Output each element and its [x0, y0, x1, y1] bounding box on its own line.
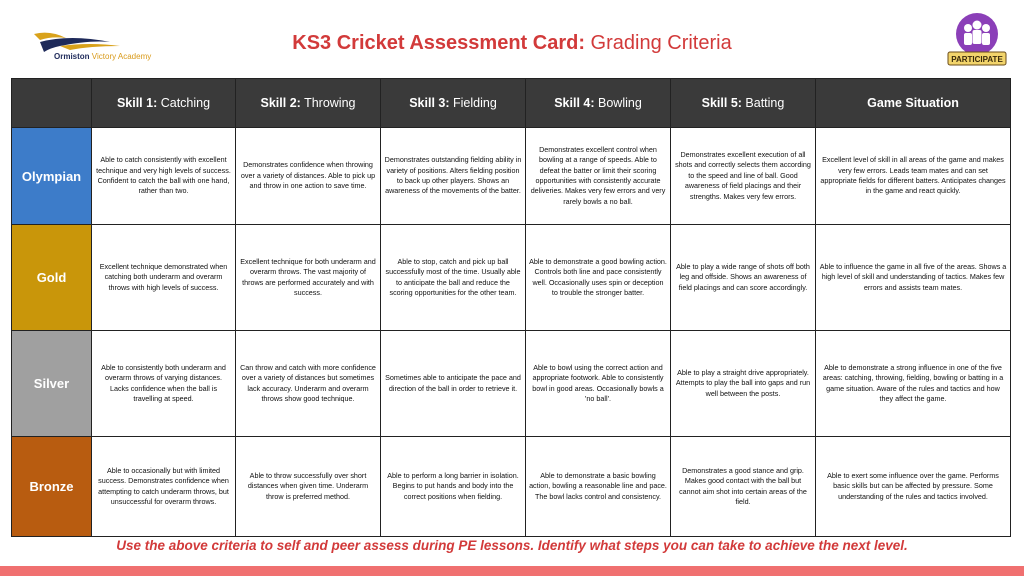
criteria-cell: Demonstrates confidence when throwing over a variety of distances. Able to pick up and throw in one action to save time. — [236, 128, 381, 225]
criteria-cell: Able to exert some influence over the game. Performs basic skills but can be affected by pressure. Some understanding of the rules and tactics involved. — [816, 437, 1011, 537]
column-header: Skill 3: Fielding — [381, 79, 526, 128]
grade-label: Gold — [12, 225, 92, 331]
criteria-cell: Able to throw successfully over short distances when given time. Underarm throw is preferred method. — [236, 437, 381, 537]
criteria-cell: Able to demonstrate a good bowling action. Controls both line and pace consistently well. Occasionally uses spin or deception to trouble the stronger batter. — [526, 225, 671, 331]
criteria-cell: Able to demonstrate a strong influence in one of the five areas: catching, throwing, fielding, bowling or batting in a game situation. Aware of the rules and tactics and how they affect the game. — [816, 331, 1011, 437]
grade-label: Bronze — [12, 437, 92, 537]
footer-instruction: Use the above criteria to self and peer assess during PE lessons. Identify what steps you can take to achieve the next level. — [116, 538, 908, 553]
criteria-cell: Able to perform a long barrier in isolation. Begins to put hands and body into the correct positions when fielding. — [381, 437, 526, 537]
criteria-cell: Able to occasionally but with limited success. Demonstrates confidence when attempting to catch underarm throws, but unsuccessful for overarm throws. — [92, 437, 236, 537]
criteria-cell: Sometimes able to anticipate the pace and direction of the ball in order to retrieve it. — [381, 331, 526, 437]
criteria-cell: Demonstrates a good stance and grip. Makes good contact with the ball but cannot aim shot into certain areas of the field. — [671, 437, 816, 537]
criteria-cell: Able to stop, catch and pick up ball successfully most of the time. Usually able to anticipate the ball and reduce the scoring opportunities for the other team. — [381, 225, 526, 331]
criteria-cell: Able to influence the game in all five of the areas. Shows a high level of skill and understanding of tactics. Makes few errors and assists team mates. — [816, 225, 1011, 331]
criteria-cell: Able to bowl using the correct action and appropriate footwork. Able to consistently bowl in good areas. Occasionally bowls a 'no ball'. — [526, 331, 671, 437]
column-header: Skill 4: Bowling — [526, 79, 671, 128]
criteria-cell: Excellent technique demonstrated when catching both underarm and overarm throws with high levels of success. — [92, 225, 236, 331]
page-title — [0, 32, 1024, 55]
title-bold: KS3 Cricket Assessment Card: — [292, 32, 585, 54]
logo-name: Ormiston — [54, 52, 90, 61]
criteria-cell: Able to consistently both underarm and overarm throws of varying distances. Lacks confidence when the ball is travelling at speed. — [92, 331, 236, 437]
grade-label: Silver — [12, 331, 92, 437]
title-regular: Grading Criteria — [590, 32, 732, 54]
column-header: Game Situation — [816, 79, 1011, 128]
header-row — [12, 79, 1011, 128]
grade-row — [12, 437, 1011, 537]
bottom-accent-bar — [0, 566, 1024, 576]
criteria-cell: Able to catch consistently with excellent technique and very high levels of success. Confident to catch the ball with one hand, rather than two. — [92, 128, 236, 225]
grade-label: Olympian — [12, 128, 92, 225]
criteria-cell: Able to demonstrate a basic bowling action, bowling a reasonable line and pace. The bowl lacks control and consistency. — [526, 437, 671, 537]
column-header: Skill 2: Throwing — [236, 79, 381, 128]
criteria-cell: Demonstrates excellent execution of all shots and correctly selects them according to the speed and line of ball. Good awareness of field placings and their strengths. Makes very few errors. — [671, 128, 816, 225]
criteria-cell: Demonstrates outstanding fielding ability in variety of positions. Alters fielding position to back up other players. Shows an awareness of the movements of the batter. — [381, 128, 526, 225]
criteria-cell: Demonstrates excellent control when bowling at a range of speeds. Able to defeat the batter or limit their scoring opportunities with consistently accurate deliveries. Makes very few errors and very rarely bowls a no ball. — [526, 128, 671, 225]
grade-row — [12, 128, 1011, 225]
criteria-cell: Excellent technique for both underarm and overarm throws. The vast majority of throws are performed accurately and with success. — [236, 225, 381, 331]
column-header: Skill 5: Batting — [671, 79, 816, 128]
criteria-cell: Able to play a straight drive appropriately. Attempts to play the ball into gaps and run well between the posts. — [671, 331, 816, 437]
criteria-cell: Able to play a wide range of shots off both leg and offside. Shows an awareness of field placings and can score accordingly. — [671, 225, 816, 331]
criteria-cell: Can throw and catch with more confidence over a variety of distances but sometimes lack accuracy. Underarm and overarm throws show good technique. — [236, 331, 381, 437]
grade-row — [12, 331, 1011, 437]
criteria-cell: Excellent level of skill in all areas of the game and makes very few errors. Leads team mates and can set appropriate fields for different batters. Anticipates changes in the game and react quickly. — [816, 128, 1011, 225]
column-header: Skill 1: Catching — [92, 79, 236, 128]
participate-badge-icon — [946, 12, 1008, 70]
assessment-grid — [11, 78, 1011, 537]
corner-cell — [12, 79, 92, 128]
badge-label: PARTICIPATE — [951, 55, 1003, 64]
grade-row — [12, 225, 1011, 331]
logo-tagline: Victory Academy — [91, 52, 152, 61]
